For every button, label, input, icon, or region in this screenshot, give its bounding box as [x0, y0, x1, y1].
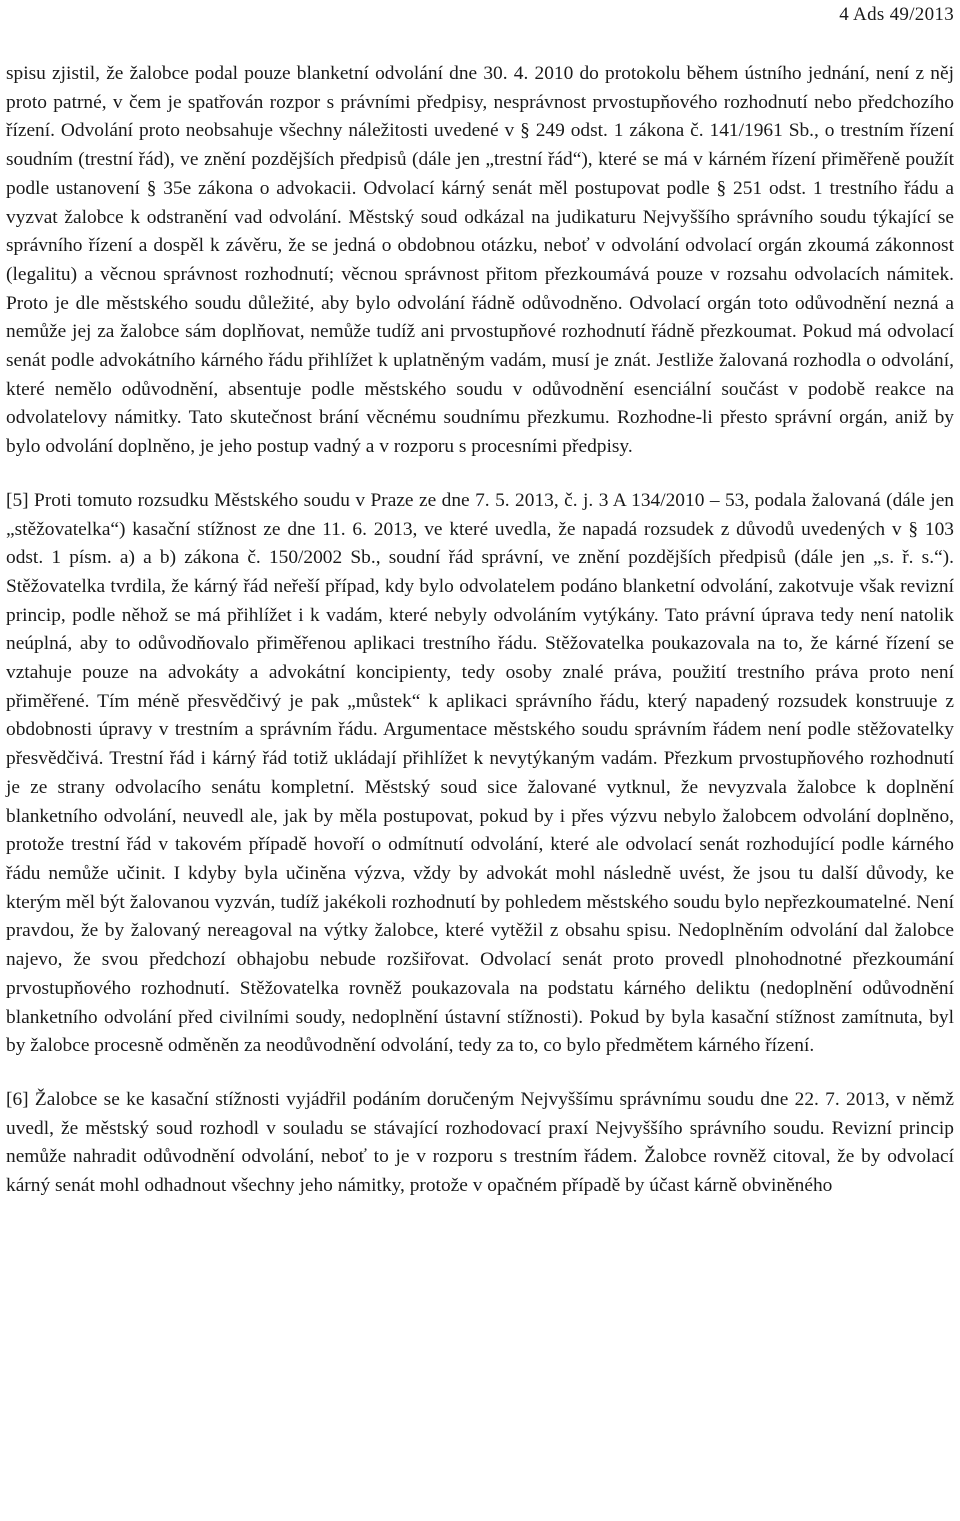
paragraph-6: [6] Žalobce se ke kasační stížnosti vyjádřil podáním doručeným Nejvyššímu správnímu soudu dne 22. 7. 2013, v němž uvedl, že městský soud rozhodl v souladu se stávající rozhodovací praxí Nejvyššího správního soudu. Revizní princip nemůže nahradit odůvodnění odvolání, neboť to je v rozporu s trestním řádem. Žalobce rovněž citoval, že by odvolací kárný senát mohl odhadnout všechny jeho námitky, protože v opačném případě by účast kárně obviněného — [6, 1088, 954, 1197]
paragraph-continuation: spisu zjistil, že žalobce podal pouze blanketní odvolání dne 30. 4. 2010 do protokolu během ústního jednání, není z něj proto patrné, v čem je spatřován rozpor s právními předpisy, nesprávnost prvostupňového rozhodnutí nebo předchozího řízení. Odvolání proto neobsahuje všechny náležitosti uvedené v § 249 odst. 1 zákona č. 141/1961 Sb., o trestním řízení soudním (trestní řád), ve znění pozdějších předpisů (dále jen „trestní řád“), které se má v kárném řízení přiměřeně použít podle ustanovení § 35e zákona o advokacii. Odvolací kárný senát měl postupovat podle § 251 odst. 1 trestního řádu a vyzvat žalobce k odstranění vad odvolání. Městský soud odkázal na judikaturu Nejvyššího správního soudu týkající se správního řízení a dospěl k závěru, že se jedná o obdobnou otázku, neboť v odvolání odvolací orgán zkoumá zákonnost (legalitu) a věcnou správnost rozhodnutí; věcnou správnost přitom přezkoumává pouze v rozsahu odvolacích námitek. Proto je dle městského soudu důležité, aby bylo odvolání řádně odůvodněno. Odvolací orgán toto odůvodnění nezná a nemůže jej za žalobce sám doplňovat, nemůže tudíž ani prvostupňové rozhodnutí řádně přezkoumat. Pokud má odvolací senát podle advokátního kárného řádu přihlížet k uplatněným vadám, musí je znát. Jestliže žalovaná rozhodla o odvolání, které nemělo odůvodnění, absentuje podle městského soudu v odůvodnění esenciální součást v podobě reakce na odvolatelovy námitky. Tato skutečnost brání věcnému soudnímu přezkumu. Rozhodne-li přesto správní orgán, aniž by bylo odvolání doplněno, je jeho postup vadný a v rozporu s procesními předpisy. — [6, 63, 954, 458]
page-header-case-number: 4 Ads 49/2013 — [839, 4, 954, 25]
document-body — [6, 60, 954, 1201]
paragraph-5: [5] Proti tomuto rozsudku Městského soudu v Praze ze dne 7. 5. 2013, č. j. 3 A 134/2010 – 53, podala žalovaná (dále jen „stěžovatelka“) kasační stížnost ze dne 11. 6. 2013, ve které uvedla, že napadá rozsudek z důvodů uvedených v § 103 odst. 1 písm. a) a b) zákona č. 150/2002 Sb., soudní řád správní, ve znění pozdějších předpisů (dále jen „s. ř. s.“). Stěžovatelka tvrdila, že kárný řád neřeší případ, kdy bylo odvolatelem podáno blanketní odvolání, zakotvuje však revizní princip, podle něhož se má přihlížet i k vadám, které nebyly odvoláním vytýkány. Tato právní úprava tedy není natolik neúplná, aby to odůvodňovalo přiměřenou aplikaci trestního řádu. Stěžovatelka poukazovala na to, že kárné řízení se vztahuje pouze na advokáty a advokátní koncipienty, tedy osoby znalé práva, použití trestního práva proto není přiměřené. Tím méně přesvědčivý je pak „můstek“ k aplikaci správního řádu, který napadený rozsudek konstruuje z obdobnosti úpravy v trestním a správním řádu. Argumentace městského soudu správním řádem není podle stěžovatelky přesvědčivá. Trestní řád i kárný řád totiž ukládají přihlížet k nevytýkaným vadám. Přezkum prvostupňového rozhodnutí je ze strany odvolacího senátu kompletní. Městský soud sice žalované vytknul, že nevyzvala žalobce k doplnění blanketního odvolání, neuvedl ale, jak by měla postupovat, pokud by i přes výzvu nebylo žalobcem odvolání doplněno, protože trestní řád v takovém případě hovoří o odmítnutí odvolání, které ale odvolací senát rozhodující podle kárného řádu nemůže učinit. I kdyby byla učiněna výzva, vždy by advokát mohl následně uvést, že jsou tu další důvody, ke kterým měl být žalovanou vyzván, tudíž jakékoli rozhodnutí by pohledem městského soudu bylo nepřezkoumatelné. Není pravdou, že by žalovaný nereagoval na výtky žalobce, které vytěžil z obsahu spisu. Nedoplněním odvolání dal žalobce najevo, že svou předchozí obhajobu nebude rozšiřovat. Odvolací senát proto provedl plnohodnotné přezkoumání prvostupňového rozhodnutí. Stěžovatelka rovněž poukazovala na podstatu kárného deliktu (nedoplnění odůvodnění blanketního odvolání před civilními soudy, nedoplnění ústavní stížnosti). Pokud by byla kasační stížnost zamítnuta, byl by žalobce procesně odměněn za neodůvodnění odvolání, tedy za to, co bylo předmětem kárného řízení. — [6, 489, 954, 1057]
